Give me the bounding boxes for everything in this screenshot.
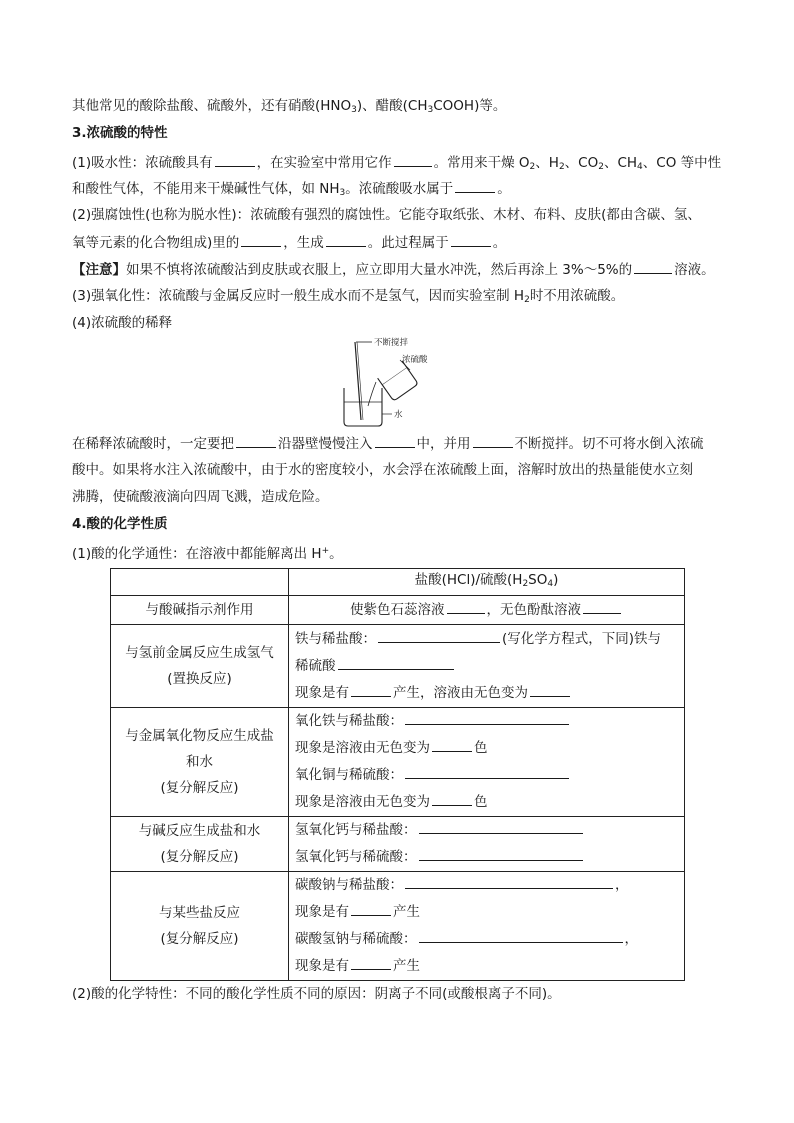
text: 氧化铁与稀盐酸：	[295, 713, 403, 729]
content-line	[295, 872, 684, 899]
content-line	[295, 680, 684, 707]
text: 。此过程属于	[367, 235, 449, 251]
text: (复分解反应)	[160, 931, 239, 947]
fill-blank[interactable]	[351, 901, 391, 916]
text: 氧化铜与稀硫酸：	[295, 767, 403, 783]
text: 如果不慎将浓硫酸沾到皮肤或衣服上，应立即用大量水冲洗，然后再涂上 3%～5%的	[126, 262, 633, 278]
fill-blank[interactable]	[419, 928, 623, 943]
water-beaker	[344, 388, 382, 426]
fill-blank[interactable]	[583, 599, 621, 614]
fill-blank[interactable]	[351, 682, 391, 697]
subscript: 2	[529, 162, 536, 172]
text: 。	[497, 181, 511, 197]
fill-blank[interactable]	[236, 433, 276, 448]
text: 、CO 等中性	[642, 155, 722, 171]
table-row	[111, 872, 685, 981]
fill-blank[interactable]	[215, 152, 255, 167]
text: 氧等元素的化合物组成)里的	[72, 235, 240, 251]
table-header-empty	[111, 569, 289, 596]
subscript: 2	[522, 579, 529, 589]
text: 与某些盐反应	[159, 905, 240, 921]
text: ，在实验室中常用它作	[256, 155, 392, 171]
subscript: 4	[637, 162, 643, 172]
acid-general-property	[72, 541, 732, 564]
text: 碳酸钠与稀盐酸：	[295, 877, 403, 893]
absorbency-line-2	[72, 178, 732, 203]
intro-text: 其他常见的酸除盐酸、硫酸外，还有硝酸(HNO	[72, 98, 352, 114]
acid-label: 浓硫酸	[402, 355, 428, 365]
content-line	[295, 762, 684, 789]
text: 氢氧化钙与稀硫酸：	[295, 849, 417, 865]
subscript: 2	[524, 295, 530, 305]
superscript: +	[321, 546, 330, 556]
content-line	[295, 926, 684, 953]
text: 现象是有	[295, 904, 349, 920]
dilution-line-1	[72, 433, 732, 454]
text: 现象是有	[295, 684, 349, 701]
fill-blank[interactable]	[473, 433, 513, 448]
intro-text: COOH)等。	[433, 98, 507, 114]
dilution-line-3: 沸腾，使硫酸液滴向四周飞溅，造成危险。	[72, 489, 329, 505]
text: 现象是溶液由无色变为	[295, 740, 430, 756]
text: 现象是有	[295, 958, 349, 974]
text: ，生成	[283, 235, 324, 251]
fill-blank[interactable]	[405, 874, 613, 889]
content-line	[295, 626, 684, 653]
subscript: 4	[547, 579, 554, 589]
corrosive-line-2	[72, 232, 732, 253]
note-label: 【注意】	[72, 262, 126, 278]
fill-blank[interactable]	[447, 599, 485, 614]
row-content-metal	[289, 625, 685, 708]
dilution-diagram	[338, 336, 448, 428]
fill-blank[interactable]	[419, 846, 583, 861]
table-header-acids	[289, 569, 685, 596]
table-header-row	[111, 569, 685, 596]
water-label: 水	[394, 410, 403, 420]
intro-text: )、醋酸(CH	[356, 98, 428, 114]
text: 盐酸(HCl)/硫酸(H	[414, 572, 523, 588]
content-line	[295, 953, 684, 980]
text: 产生，溶液由无色变为	[393, 684, 528, 701]
text: 使紫色石蕊溶液	[350, 602, 445, 618]
text: 不断搅拌。切不可将水倒入浓硫	[514, 436, 704, 452]
fill-blank[interactable]	[351, 955, 391, 970]
text: 产生	[393, 904, 420, 920]
row-label-metal	[111, 625, 289, 708]
text: 溶液。	[674, 262, 715, 278]
text: 。浓硫酸吸水属于	[345, 181, 454, 197]
text: 与金属氧化物反应生成盐	[125, 728, 274, 744]
subscript: 3	[427, 105, 434, 115]
subscript: 3	[351, 105, 357, 115]
row-content-base	[289, 817, 685, 872]
text: 铁与稀盐酸：	[295, 630, 376, 647]
text: 。	[329, 546, 343, 562]
text: SO	[528, 572, 548, 588]
acid-properties-table	[110, 568, 685, 981]
fill-blank[interactable]	[338, 655, 454, 670]
text: (复分解反应)	[160, 780, 239, 796]
subscript: 2	[598, 162, 604, 172]
row-content-indicator	[289, 596, 685, 625]
text: 色	[474, 794, 488, 810]
table-row	[111, 708, 685, 817]
section-4-heading: 4.酸的化学性质	[72, 516, 168, 532]
content-line	[295, 789, 684, 816]
row-label-base	[111, 817, 289, 872]
text: (1)吸水性：浓硫酸具有	[72, 155, 213, 171]
subscript: 3	[339, 188, 346, 198]
corrosive-line-1: (2)强腐蚀性(也称为脱水性)：浓硫酸有强烈的腐蚀性。它能夺取纸张、木材、布料、皮肤(都由含碳、氢、	[72, 207, 701, 223]
text: 色	[474, 740, 488, 756]
text: ，	[615, 877, 629, 893]
fill-blank[interactable]	[419, 819, 583, 834]
fill-blank[interactable]	[241, 232, 281, 247]
row-label-salt	[111, 872, 289, 981]
text: 稀硫酸	[295, 657, 336, 674]
text: ，	[624, 931, 638, 947]
table-row	[111, 625, 685, 708]
text: ，无色酚酞溶液	[486, 602, 581, 618]
section-3-heading: 3.浓硫酸的特性	[72, 125, 168, 141]
text: 在稀释浓硫酸时，一定要把	[72, 436, 234, 452]
text: 中，并用	[416, 436, 471, 452]
text: (复分解反应)	[160, 849, 239, 865]
row-label-metal-oxide	[111, 708, 289, 817]
content-line	[295, 844, 684, 871]
text: 与氢前金属反应生成氢气	[125, 645, 274, 661]
fill-blank[interactable]	[432, 737, 472, 752]
text: 。常用来干燥 O	[433, 155, 530, 171]
note-paragraph	[72, 259, 732, 280]
content-line	[295, 653, 684, 680]
row-content-metal-oxide	[289, 708, 685, 817]
text: (1)酸的化学通性：在溶液中都能解离出 H	[72, 546, 322, 562]
fill-blank[interactable]	[634, 259, 672, 274]
fill-blank[interactable]	[530, 682, 570, 697]
dilution-heading: (4)浓硫酸的稀释	[72, 315, 173, 331]
fill-blank[interactable]	[326, 232, 366, 247]
fill-blank[interactable]	[455, 178, 495, 193]
text: )	[553, 572, 559, 588]
intro-paragraph	[72, 96, 732, 120]
text: 。	[492, 235, 507, 251]
fill-blank[interactable]	[375, 433, 415, 448]
fill-blank[interactable]	[432, 791, 472, 806]
fill-blank[interactable]	[394, 152, 432, 167]
absorbency-line-1	[72, 152, 732, 177]
text: 和水	[186, 754, 213, 770]
row-content-salt	[289, 872, 685, 981]
table-row	[111, 596, 685, 625]
text: (3)强氧化性：浓硫酸与金属反应时一般生成水而不是氢气，因而实验室制 H	[72, 288, 525, 304]
text: 、H	[535, 155, 559, 171]
dilution-line-2: 酸中。如果将水注入浓硫酸中，由于水的密度较小，水会浮在浓硫酸上面，溶解时放出的热量能使水立刻	[72, 462, 693, 478]
oxidizing-paragraph	[72, 286, 732, 310]
text: 时不用浓硫酸。	[529, 288, 625, 304]
acid-stream	[368, 382, 376, 406]
acid-specific-property: (2)酸的化学特性：不同的酸化学性质不同的原因：阴离子不同(或酸根离子不同)。	[72, 986, 561, 1002]
text: 沿器壁慢慢注入	[278, 436, 373, 452]
text: 产生	[393, 958, 420, 974]
row-label-indicator: 与酸碱指示剂作用	[111, 596, 289, 625]
text: 碳酸氢钠与稀硫酸：	[295, 931, 417, 947]
content-line	[295, 817, 684, 844]
text: 、CO	[564, 155, 599, 171]
text: (写化学方程式，下同)铁与	[502, 630, 662, 647]
fill-blank[interactable]	[378, 628, 500, 643]
content-line	[295, 708, 684, 735]
fill-blank[interactable]	[451, 232, 491, 247]
fill-blank[interactable]	[405, 764, 569, 779]
text: 氢氧化钙与稀盐酸：	[295, 822, 417, 838]
subscript: 2	[558, 162, 565, 172]
tilted-acid-beaker	[378, 361, 419, 401]
text: 、CH	[603, 155, 638, 171]
table-row	[111, 817, 685, 872]
content-line	[295, 735, 684, 762]
text: (置换反应)	[167, 671, 232, 687]
content-line	[295, 899, 684, 926]
text: 与碱反应生成盐和水	[138, 823, 261, 839]
stir-label: 不断搅拌	[374, 338, 409, 348]
text: 现象是溶液由无色变为	[295, 794, 430, 810]
fill-blank[interactable]	[405, 710, 569, 725]
text: 和酸性气体，不能用来干燥碱性气体，如 NH	[72, 181, 340, 197]
